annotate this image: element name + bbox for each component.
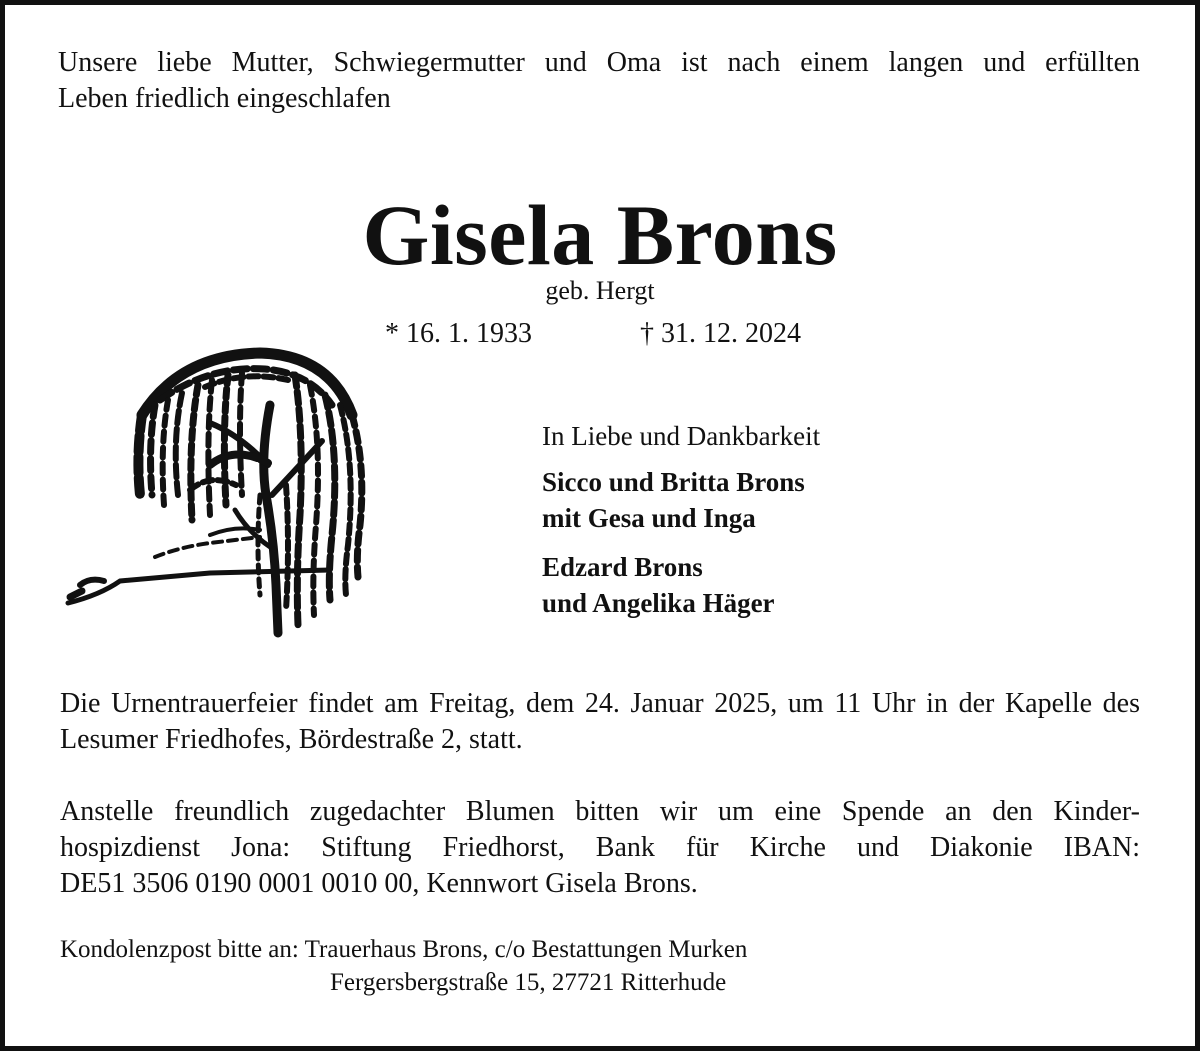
donation-line-1: Anstelle freundlich zugedachter Blumen bitten wir um eine Spende an den Kinder-	[60, 796, 1140, 827]
mourner-group-2-line-1: Edzard Brons	[542, 552, 703, 582]
ceremony-line-1: Die Urnentrauerfeier findet am Freitag, dem 24. Januar 2025, um 11 Uhr in der Kapelle des	[60, 688, 1140, 719]
mourners-list	[542, 418, 820, 634]
weeping-willow-tree-icon	[60, 345, 390, 645]
ceremony-info	[60, 686, 1140, 758]
mourner-group-2-line-2: und Angelika Häger	[542, 588, 775, 618]
intro-text	[58, 45, 1140, 117]
donation-info	[60, 794, 1140, 902]
donation-line-3: DE51 3506 0190 0001 0010 00, Kennwort Gisela Brons.	[60, 868, 698, 899]
intro-line-2: Leben friedlich eingeschlafen	[58, 83, 391, 114]
donation-line-2: hospizdienst Jona: Stiftung Friedhorst, Bank für Kirche und Diakonie IBAN:	[60, 832, 1140, 863]
mourner-group-2	[542, 549, 820, 621]
deceased-name: Gisela Brons	[362, 187, 838, 283]
maiden-name: geb. Hergt	[545, 276, 655, 305]
condolence-address-line-1: Kondolenzpost bitte an: Trauerhaus Brons, c/o Bestattungen Murken	[60, 936, 748, 963]
birth-date: * 16. 1. 1933	[385, 318, 532, 349]
death-date: † 31. 12. 2024	[640, 318, 801, 349]
ceremony-line-2: Lesumer Friedhofes, Bördestraße 2, statt.	[60, 724, 523, 755]
mourner-group-1-line-1: Sicco und Britta Brons	[542, 467, 805, 497]
mourner-group-1-line-2: mit Gesa und Inga	[542, 503, 756, 533]
intro-line-1: Unsere liebe Mutter, Schwiegermutter und Oma ist nach einem langen und erfüllten	[58, 47, 1140, 78]
mourners-lead: In Liebe und Dankbarkeit	[542, 421, 821, 451]
condolence-address-line-2: Fergersbergstraße 15, 27721 Ritterhude	[330, 969, 727, 996]
mourner-group-1	[542, 464, 820, 536]
